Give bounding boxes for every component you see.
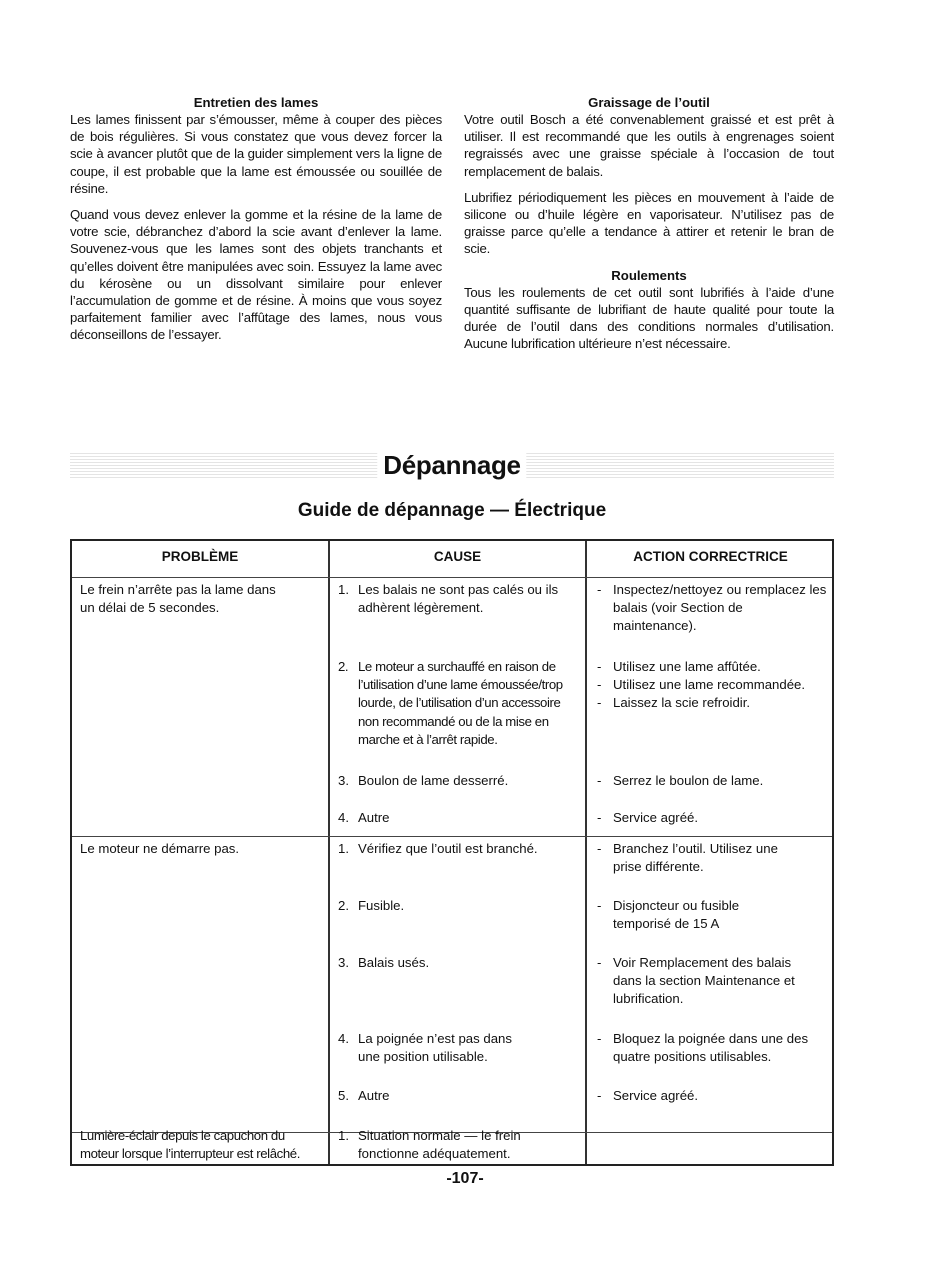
action-text: Voir Remplacement des balais dans la section Maintenance et lubrification. xyxy=(613,955,795,1007)
guide-title: Guide de dépannage — Électrique xyxy=(297,500,607,521)
action-item xyxy=(587,1087,827,1105)
troubleshooting-table xyxy=(70,539,834,1166)
action-dash: - xyxy=(597,841,602,856)
cause-text: Fusible. xyxy=(358,898,405,913)
action-text: Serrez le boulon de lame. xyxy=(613,773,764,788)
action-dash: - xyxy=(597,898,602,913)
header-problem: PROBLÈME xyxy=(161,549,239,564)
action-dash: - xyxy=(597,677,602,692)
action-item xyxy=(587,772,827,790)
right-column xyxy=(464,94,834,361)
cause-text: Le moteur a surchauffé en raison de l’utilisation d’une lame émoussée/trop lourde, de l’utilisation d’un accessoire non recommandé ou de la mise en marche et à l’arrêt rapide. xyxy=(358,659,563,747)
cause-text: Balais usés. xyxy=(358,955,430,970)
action-text: Utilisez une lame recommandée. xyxy=(613,677,806,692)
action-item xyxy=(587,840,827,876)
blade-maintenance-paragraph: Les lames finissent par s’émousser, même à couper des pièces de bois régulières. Si vous constatez que vous devez forcer la scie à avancer plutôt que de la guider simplement vers la ligne de coupe, il est probable que la lame est émoussée ou souillée de résine. xyxy=(70,112,442,196)
cause-number: 4. xyxy=(338,1031,349,1046)
action-item xyxy=(587,897,787,933)
cause-text: Vérifiez que l’outil est branché. xyxy=(358,841,538,856)
cause-item xyxy=(338,954,580,972)
cause-number: 1. xyxy=(338,1128,349,1143)
cause-text: Autre xyxy=(358,1088,390,1103)
cause-text: Autre xyxy=(358,810,390,825)
action-item xyxy=(587,581,827,636)
cause-number: 2. xyxy=(338,659,349,674)
left-column xyxy=(70,94,442,353)
header-cause: CAUSE xyxy=(433,549,482,564)
action-text: Service agréé. xyxy=(613,1088,699,1103)
moving-parts-paragraph: Lubrifiez périodiquement les pièces en mouvement à l’aide de silicone ou d’huile légère en vaporisateur. N’utilisez pas de graisse parce qu’elle a tendance à attirer et retenir le bran de scie. xyxy=(464,189,834,257)
cause-item xyxy=(338,1087,580,1105)
resin-removal-paragraph: Quand vous devez enlever la gomme et la résine de la lame de votre scie, débranchez d’abord la scie avant d’enlever la lame. Souvenez-vous que les lames sont des objets tranchants et qu’elles doivent être manipulées avec soin. Essuyez la lame avec du kérosène ou un dissolvant similaire pour enlever l’accumulation de gomme et de résine. À moins que vous soyez parfaitement familier avec l’affûtage des lames, nous vous déconseillons de l’essayer. xyxy=(70,207,442,343)
row-divider xyxy=(72,836,832,837)
action-dash: - xyxy=(597,1031,602,1046)
action-dash: - xyxy=(597,955,602,970)
action-dash: - xyxy=(597,810,602,825)
cause-item xyxy=(338,897,580,915)
action-text: Bloquez la poignée dans une des quatre positions utilisables. xyxy=(613,1031,809,1065)
bearings-paragraph: Tous les roulements de cet outil sont lubrifiés à l’aide d’une quantité suffisante de lubrifiant de haute qualité pour toute la durée de l’outil dans des conditions normales d’utilisation. Aucune lubrification ultérieure n’est nécessaire. xyxy=(464,284,834,352)
cause-item xyxy=(338,581,580,617)
action-dash: - xyxy=(597,1088,602,1103)
cause-item xyxy=(338,772,580,790)
cause-number: 3. xyxy=(338,773,349,788)
tool-lubrication-paragraph: Votre outil Bosch a été convenablement graissé et est prêt à utiliser. Il est recommandé que les outils à engrenages soient regraissés avec une graisse spéciale à l’occasion de tout remplacement de balais. xyxy=(464,112,834,179)
action-dash: - xyxy=(597,582,602,597)
cause-text: Les balais ne sont pas calés ou ils adhèrent légèrement. xyxy=(358,582,559,616)
cause-text: La poignée n’est pas dans une position utilisable. xyxy=(358,1031,512,1065)
header-divider xyxy=(72,577,832,578)
problem-motor: Le moteur ne démarre pas. xyxy=(80,841,240,856)
tool-lubrication-heading: Graissage de l’outil xyxy=(588,95,710,110)
action-text: Disjoncteur ou fusible temporisé de 15 A xyxy=(613,898,740,932)
action-item xyxy=(587,694,827,712)
action-dash: - xyxy=(597,695,602,710)
cause-number: 1. xyxy=(338,582,349,597)
page-number: -107- xyxy=(446,1170,484,1187)
action-text: Utilisez une lame affûtée. xyxy=(613,659,761,674)
action-item xyxy=(587,809,827,827)
section-banner xyxy=(70,442,834,488)
cause-text: Boulon de lame desserré. xyxy=(358,773,509,788)
cause-item xyxy=(338,840,580,858)
action-text: Laissez la scie refroidir. xyxy=(613,695,751,710)
action-text: Branchez l’outil. Utilisez une prise différente. xyxy=(613,841,778,875)
section-title: Dépannage xyxy=(377,446,526,484)
blade-maintenance-heading: Entretien des lames xyxy=(193,95,319,110)
action-dash: - xyxy=(597,773,602,788)
action-dash: - xyxy=(597,659,602,674)
bearings-heading: Roulements xyxy=(611,267,687,283)
problem-spark: Lumière-éclair depuis le capuchon du moteur lorsque l’interrupteur est relâché. xyxy=(80,1128,300,1161)
cause-item xyxy=(338,1030,538,1066)
action-text: Inspectez/nettoyez ou remplacez les balais (voir Section de maintenance). xyxy=(613,582,827,634)
action-text: Service agréé. xyxy=(613,810,699,825)
action-item xyxy=(587,658,827,676)
action-item xyxy=(587,954,807,1009)
action-item xyxy=(587,1030,827,1066)
cause-item xyxy=(338,658,580,749)
cause-text: Situation normale — le frein fonctionne adéquatement. xyxy=(358,1128,521,1162)
cause-number: 5. xyxy=(338,1088,349,1103)
cause-item xyxy=(338,1127,538,1163)
header-action: ACTION CORRECTRICE xyxy=(633,549,788,564)
cause-number: 4. xyxy=(338,810,349,825)
cause-number: 3. xyxy=(338,955,349,970)
action-item xyxy=(587,676,827,694)
cause-number: 2. xyxy=(338,898,349,913)
problem-brake: Le frein n’arrête pas la lame dans un délai de 5 secondes. xyxy=(80,582,276,616)
cause-item xyxy=(338,809,580,827)
cause-number: 1. xyxy=(338,841,349,856)
column-divider xyxy=(328,541,330,1164)
